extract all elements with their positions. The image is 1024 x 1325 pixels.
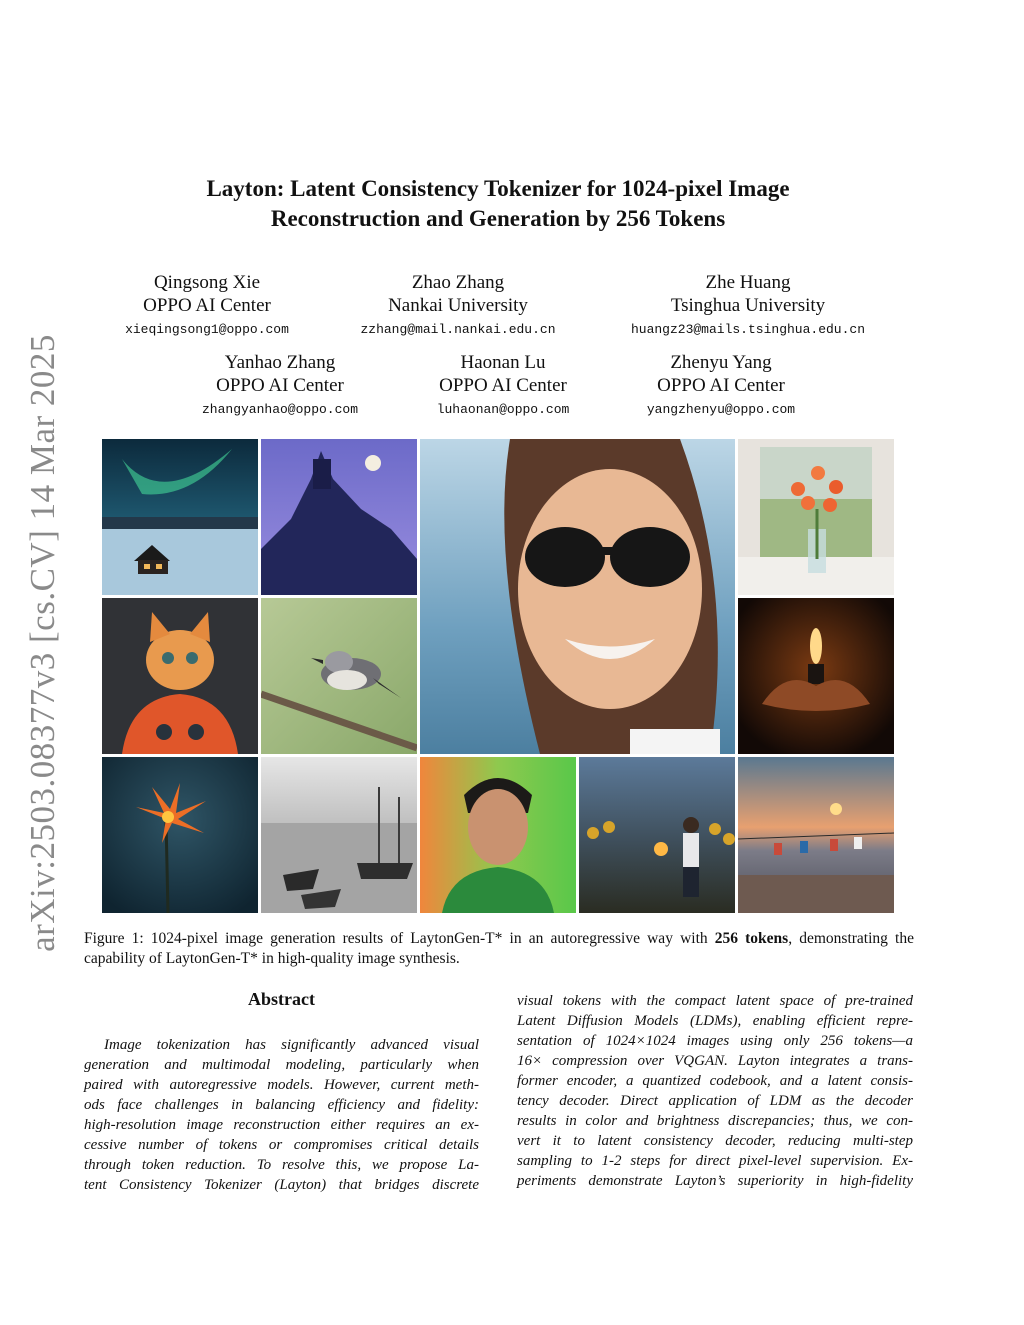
abstract-left-column bbox=[84, 1035, 479, 1195]
rooftop-sunset-image bbox=[738, 757, 894, 913]
abstract-line: ods face challenges in balancing efficiency and fidelity: bbox=[84, 1097, 479, 1113]
abstract-line: Image tokenization has significantly advanced visual bbox=[104, 1037, 479, 1053]
aurora-cabin-image bbox=[102, 439, 258, 595]
arxiv-identifier bbox=[8, 333, 78, 952]
abstract-line: high-resolution image reconstruction either requires an ex- bbox=[84, 1117, 479, 1133]
abstract-line: generation and multimodal modeling, particularly when bbox=[84, 1057, 479, 1073]
author-name: Zhao Zhang bbox=[411, 272, 505, 293]
author-name: Haonan Lu bbox=[460, 352, 546, 373]
abstract-right-column bbox=[517, 991, 913, 1191]
abstract-line: periments demonstrate Layton’s superiority in high-fidelity bbox=[517, 1173, 913, 1189]
title-line-1: Layton: Latent Consistency Tokenizer for 1024-pixel Image bbox=[206, 176, 790, 201]
bird-branch-image bbox=[261, 598, 417, 754]
caption-text-after: , demonstrating the capability of LaytonGen-T* in high-quality image synthesis. bbox=[84, 930, 914, 967]
abstract-line: Latent Diffusion Models (LDMs), enabling efficient repre- bbox=[517, 1013, 913, 1029]
author-block bbox=[588, 271, 908, 339]
author-email[interactable]: luhaonan@oppo.com bbox=[436, 402, 570, 417]
abstract-line: sampling to 1-2 steps for direct pixel-level supervision. Ex- bbox=[517, 1153, 913, 1169]
paper-title bbox=[140, 174, 856, 234]
author-affiliation: OPPO AI Center bbox=[143, 295, 271, 316]
author-email[interactable]: zzhang@mail.nankai.edu.cn bbox=[360, 322, 556, 337]
author-name: Yanhao Zhang bbox=[224, 352, 336, 373]
candle-hands-image bbox=[738, 598, 894, 754]
abstract-line: cessive number of tokens or compromises critical details bbox=[84, 1137, 479, 1153]
abstract-line: visual tokens with the compact latent space of pre-trained bbox=[517, 993, 913, 1009]
abstract-line: through token reduction. To resolve this, we propose La- bbox=[84, 1157, 479, 1173]
caption-text-before: Figure 1: 1024-pixel image generation results of LaytonGen-T* in an autoregressive way with bbox=[84, 930, 715, 947]
arxiv-identifier-text: arXiv:2503.08377v3 [cs.CV] 14 Mar 2025 bbox=[23, 333, 62, 952]
author-name: Zhe Huang bbox=[705, 272, 791, 293]
abstract-line: tency decoder. Direct application of LDM as the decoder bbox=[517, 1093, 913, 1109]
author-affiliation: Tsinghua University bbox=[670, 295, 826, 316]
astronaut-cat-image bbox=[102, 598, 258, 754]
caption-bold-text: 256 tokens bbox=[714, 930, 789, 947]
child-lantern-image bbox=[579, 757, 735, 913]
author-name: Qingsong Xie bbox=[153, 272, 261, 293]
orange-flower-image bbox=[102, 757, 258, 913]
woman-sunglasses-image bbox=[420, 439, 735, 754]
author-email[interactable]: huangz23@mails.tsinghua.edu.cn bbox=[630, 322, 866, 337]
author-affiliation: OPPO AI Center bbox=[657, 375, 785, 396]
abstract-line: results in color and brightness discrepancies; thus, we con- bbox=[517, 1113, 913, 1129]
author-name: Zhenyu Yang bbox=[670, 352, 772, 373]
author-email[interactable]: yangzhenyu@oppo.com bbox=[646, 402, 796, 417]
abstract-heading: Abstract bbox=[248, 989, 315, 1009]
man-portrait-image bbox=[420, 757, 576, 913]
abstract-line: tent Consistency Tokenizer (Layton) that bridges discrete bbox=[84, 1177, 479, 1193]
abstract-line: former encoder, a quantized codebook, and a latent consis- bbox=[517, 1073, 913, 1089]
author-affiliation: Nankai University bbox=[388, 295, 528, 316]
author-email[interactable]: zhangyanhao@oppo.com bbox=[201, 402, 359, 417]
abstract-line: 16× compression over VQGAN. Layton integrates a trans- bbox=[517, 1053, 913, 1069]
author-block bbox=[561, 351, 881, 419]
author-affiliation: OPPO AI Center bbox=[216, 375, 344, 396]
author-email[interactable]: xieqingsong1@oppo.com bbox=[125, 322, 289, 337]
tulips-window-image bbox=[738, 439, 894, 595]
abstract-line: vert it to latent consistency decoder, reducing multi-step bbox=[517, 1133, 913, 1149]
author-affiliation: OPPO AI Center bbox=[439, 375, 567, 396]
figure-caption bbox=[84, 929, 914, 969]
castle-moon-image bbox=[261, 439, 417, 595]
author-block bbox=[298, 271, 618, 339]
figure-1-mosaic bbox=[102, 439, 894, 914]
abstract-line: sentation of 1024×1024 images using only 256 tokens—a bbox=[517, 1033, 913, 1049]
title-line-2: Reconstruction and Generation by 256 Tokens bbox=[270, 206, 726, 231]
abstract-line: paired with autoregressive models. However, current meth- bbox=[84, 1077, 479, 1093]
foggy-harbor-image bbox=[261, 757, 417, 913]
